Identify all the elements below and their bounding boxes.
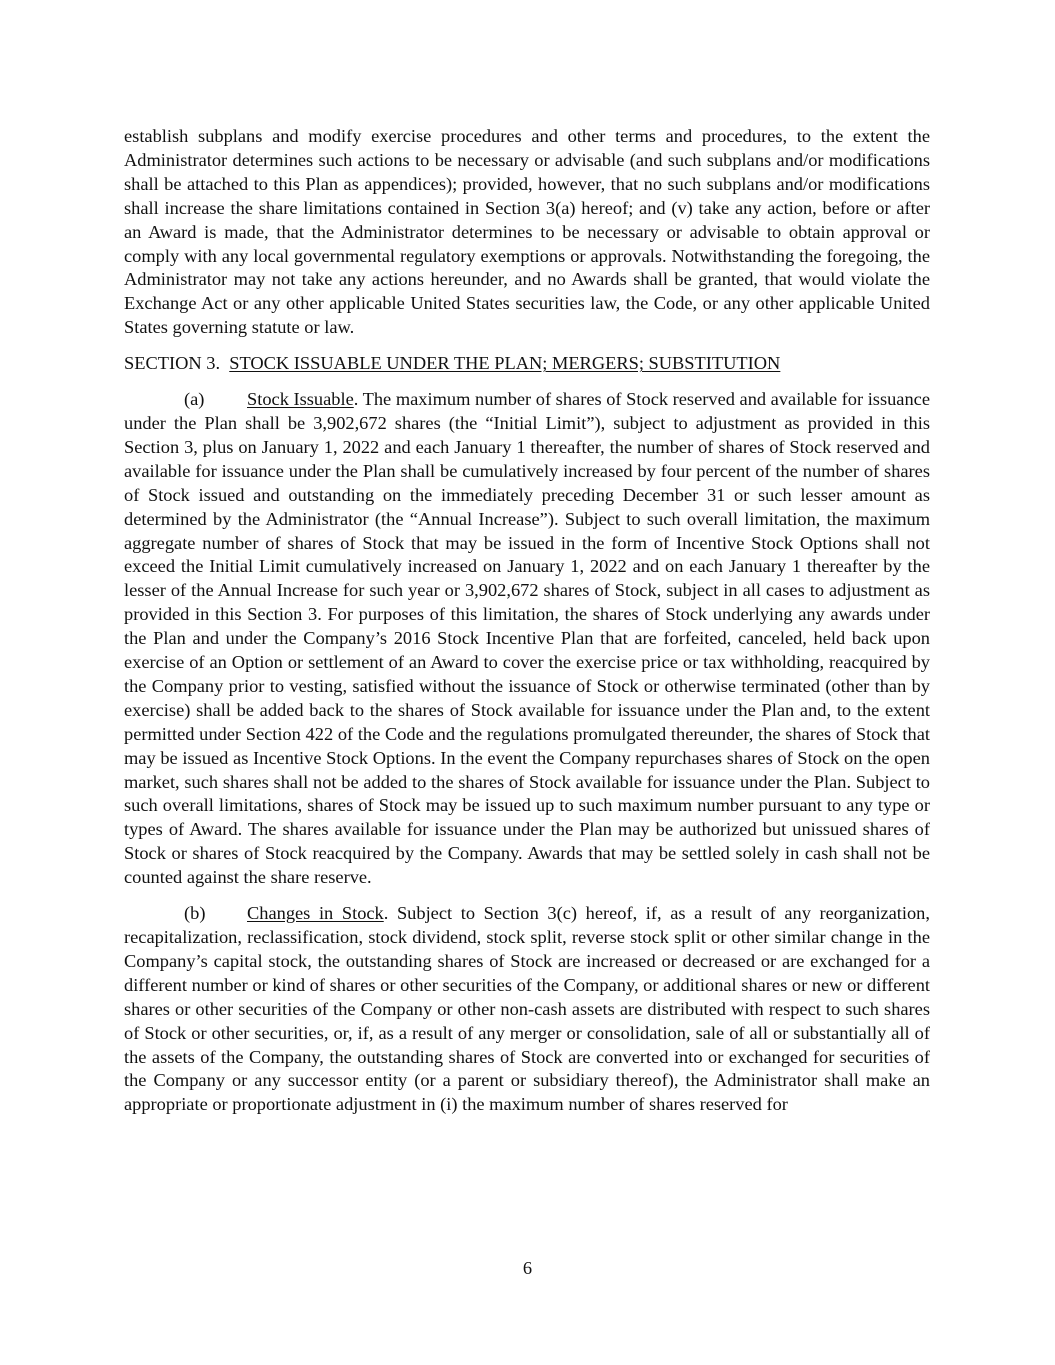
subsection-marker: (b) (184, 903, 206, 924)
subsection-text: . The maximum number of shares of Stock reserved and available for issuance under the Plan shall be 3,902,672 shares (the “Initial Limit”), subject to adjustment as provided in this Section 3, plus on January 1, 2022 and each January 1 thereafter, the number of shares of Stock reserved and available for issuance under the Plan shall be cumulatively increased by four percent of the number of shares of Stock issued and outstanding on the immediately preceding December 31 or such lesser amount as determined by the Administrator (the “Annual Increase”). Subject to such overall limitation, the maximum aggregate number of shares of Stock that may be issued in the form of Incentive Stock Options shall not exceed the Initial Limit cumulatively increased on January 1, 2022 and on each January 1 thereafter by the lesser of the Annual Increase for such year or 3,902,672 shares of Stock, subject in all cases to adjustment as provided in this Section 3. For purposes of this limitation, the shares of Stock underlying any awards under the Plan and under the Company’s 2016 Stock Incentive Plan that are forfeited, canceled, held back upon exercise of an Option or settlement of an Award to cover the exercise price or tax withholding, reacquired by the Company prior to vesting, satisfied without the issuance of Stock or otherwise terminated (other than by exercise) shall be added back to the shares of Stock available for issuance under the Plan and, to the extent permitted under Section 422 of the Code and the regulations promulgated thereunder, the shares of Stock that may be issued as Incentive Stock Options. In the event the Company repurchases shares of Stock on the open market, such shares shall not be added to the shares of Stock available for issuance under the Plan. Subject to such overall limitations, shares of Stock may be issued up to such maximum number pursuant to any type or types of Award. The shares available for issuance under the Plan may be authorized but unissued shares of Stock or shares of Stock reacquired by the Company. Awards that may be settled solely in cash shall not be counted against the share reserve. (124, 389, 930, 888)
subsection-heading: Stock Issuable (247, 389, 354, 410)
subsection-a (124, 388, 930, 890)
subsection-text: . Subject to Section 3(c) hereof, if, as a result of any reorganization, recapitalization, reclassification, stock dividend, stock split, reverse stock split or other similar change in the Company’s capital stock, the outstanding shares of Stock are increased or decreased or are exchanged for a different number or kind of shares or other securities of the Company, or additional shares or new or different shares or other securities of the Company or other non-cash assets are distributed with respect to such shares of Stock or other securities, or, if, as a result of any merger or consolidation, sale of all or substantially all of the assets of the Company, the outstanding shares of Stock are converted into or exchanged for securities of the Company or any successor entity (or a parent or subsidiary thereof), the Administrator shall make an appropriate or proportionate adjustment in (i) the maximum number of shares reserved for (124, 903, 930, 1115)
document-body (124, 125, 930, 1129)
section-title: STOCK ISSUABLE UNDER THE PLAN; MERGERS; SUBSTITUTION (229, 353, 781, 374)
page-number: 6 (522, 1258, 533, 1278)
continued-paragraph: establish subplans and modify exercise procedures and other terms and procedures, to the extent the Administrator determines such actions to be necessary or advisable (and such subplans and/or modifications shall be attached to this Plan as appendices); provided, however, that no such subplans and/or modifications shall increase the share limitations contained in Section 3(a) hereof; and (v) take any action, before or after an Award is made, that the Administrator determines to be necessary or advisable to obtain approval or comply with any local governmental regulatory exemptions or approvals. Notwithstanding the foregoing, the Administrator may not take any actions hereunder, and no Awards shall be granted, that would violate the Exchange Act or any other applicable United States securities law, the Code, or any other applicable United States governing statute or law. (124, 126, 930, 338)
subsection-b (124, 902, 930, 1117)
section-heading (124, 352, 930, 376)
subsection-heading: Changes in Stock (247, 903, 384, 924)
section-number: SECTION 3. (124, 353, 221, 374)
subsection-marker: (a) (184, 389, 205, 410)
